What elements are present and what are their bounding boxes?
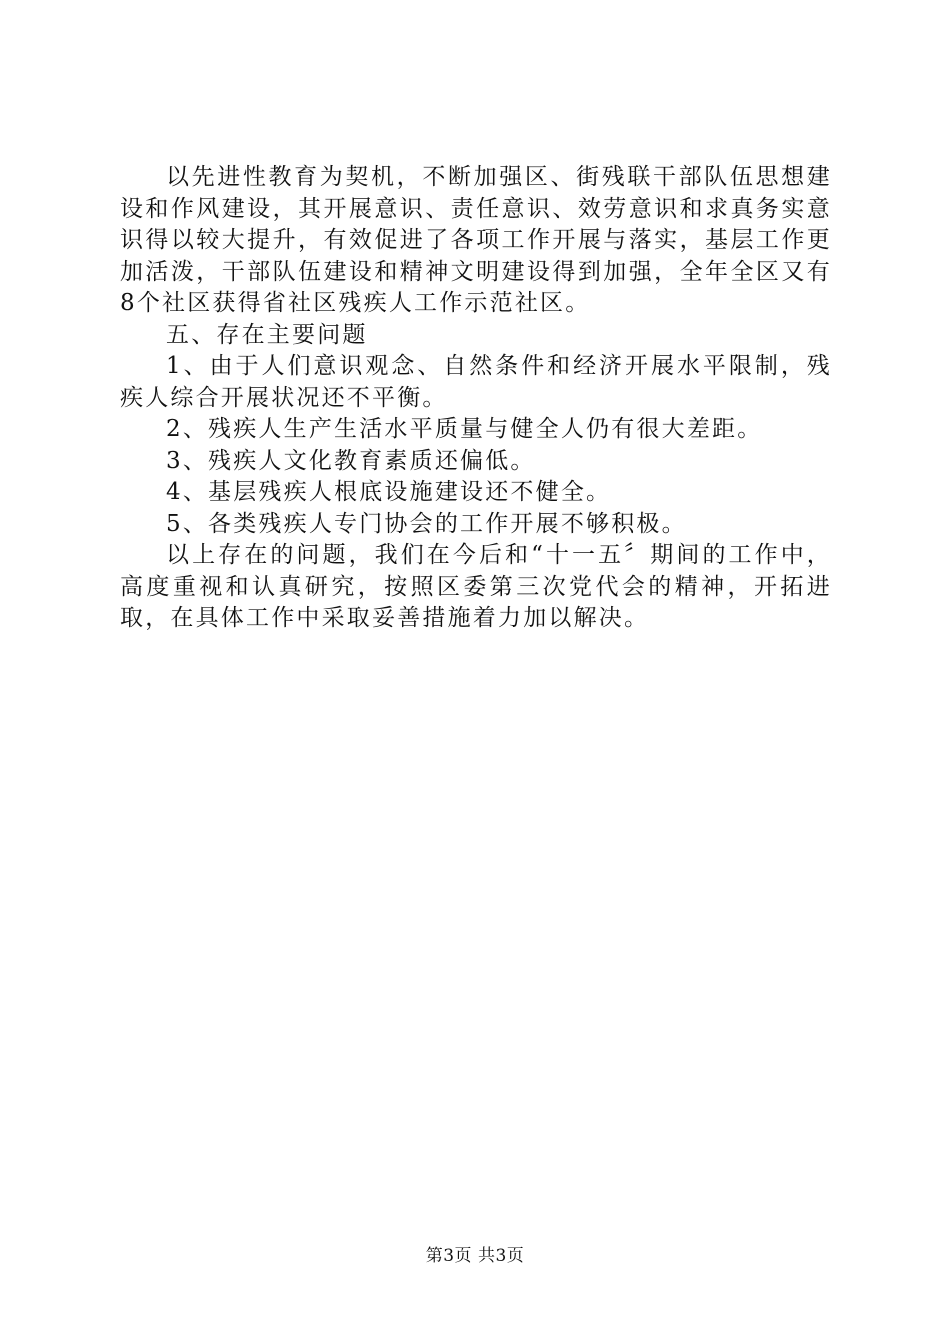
paragraph-education: 以先进性教育为契机，不断加强区、街残联干部队伍思想建设和作风建设，其开展意识、责任意识、效劳意识和求真务实意识得以较大提升，有效促进了各项工作开展与落实，基层工作更加活泼，干部队伍建设和精神文明建设得到加强，全年全区又有8个社区获得省社区残疾人工作示范社区。	[120, 164, 832, 316]
document-body	[120, 162, 832, 635]
page-number-label: 第3页 共3页	[425, 1246, 525, 1266]
page-footer	[0, 1241, 950, 1266]
paragraph-conclusion: 以上存在的问题，我们在今后和“十一五〞期间的工作中，高度重视和认真研究，按照区委第三次党代会的精神，开拓进取，在具体工作中采取妥善措施着力加以解决。	[120, 542, 832, 631]
section-heading-problems: 五、存在主要问题	[166, 321, 368, 348]
paragraph-problem-5: 5、各类残疾人专门协会的工作开展不够积极。	[166, 510, 687, 537]
paragraph-problem-4: 4、基层残疾人根底设施建设还不健全。	[166, 479, 612, 505]
paragraph-problem-2: 2、残疾人生产生活水平质量与健全人仍有很大差距。	[166, 416, 763, 442]
paragraph-problem-1: 1、由于人们意识观念、自然条件和经济开展水平限制，残疾人综合开展状况还不平衡。	[120, 353, 832, 411]
paragraph-problem-3: 3、残疾人文化教育素质还偏低。	[166, 447, 536, 474]
